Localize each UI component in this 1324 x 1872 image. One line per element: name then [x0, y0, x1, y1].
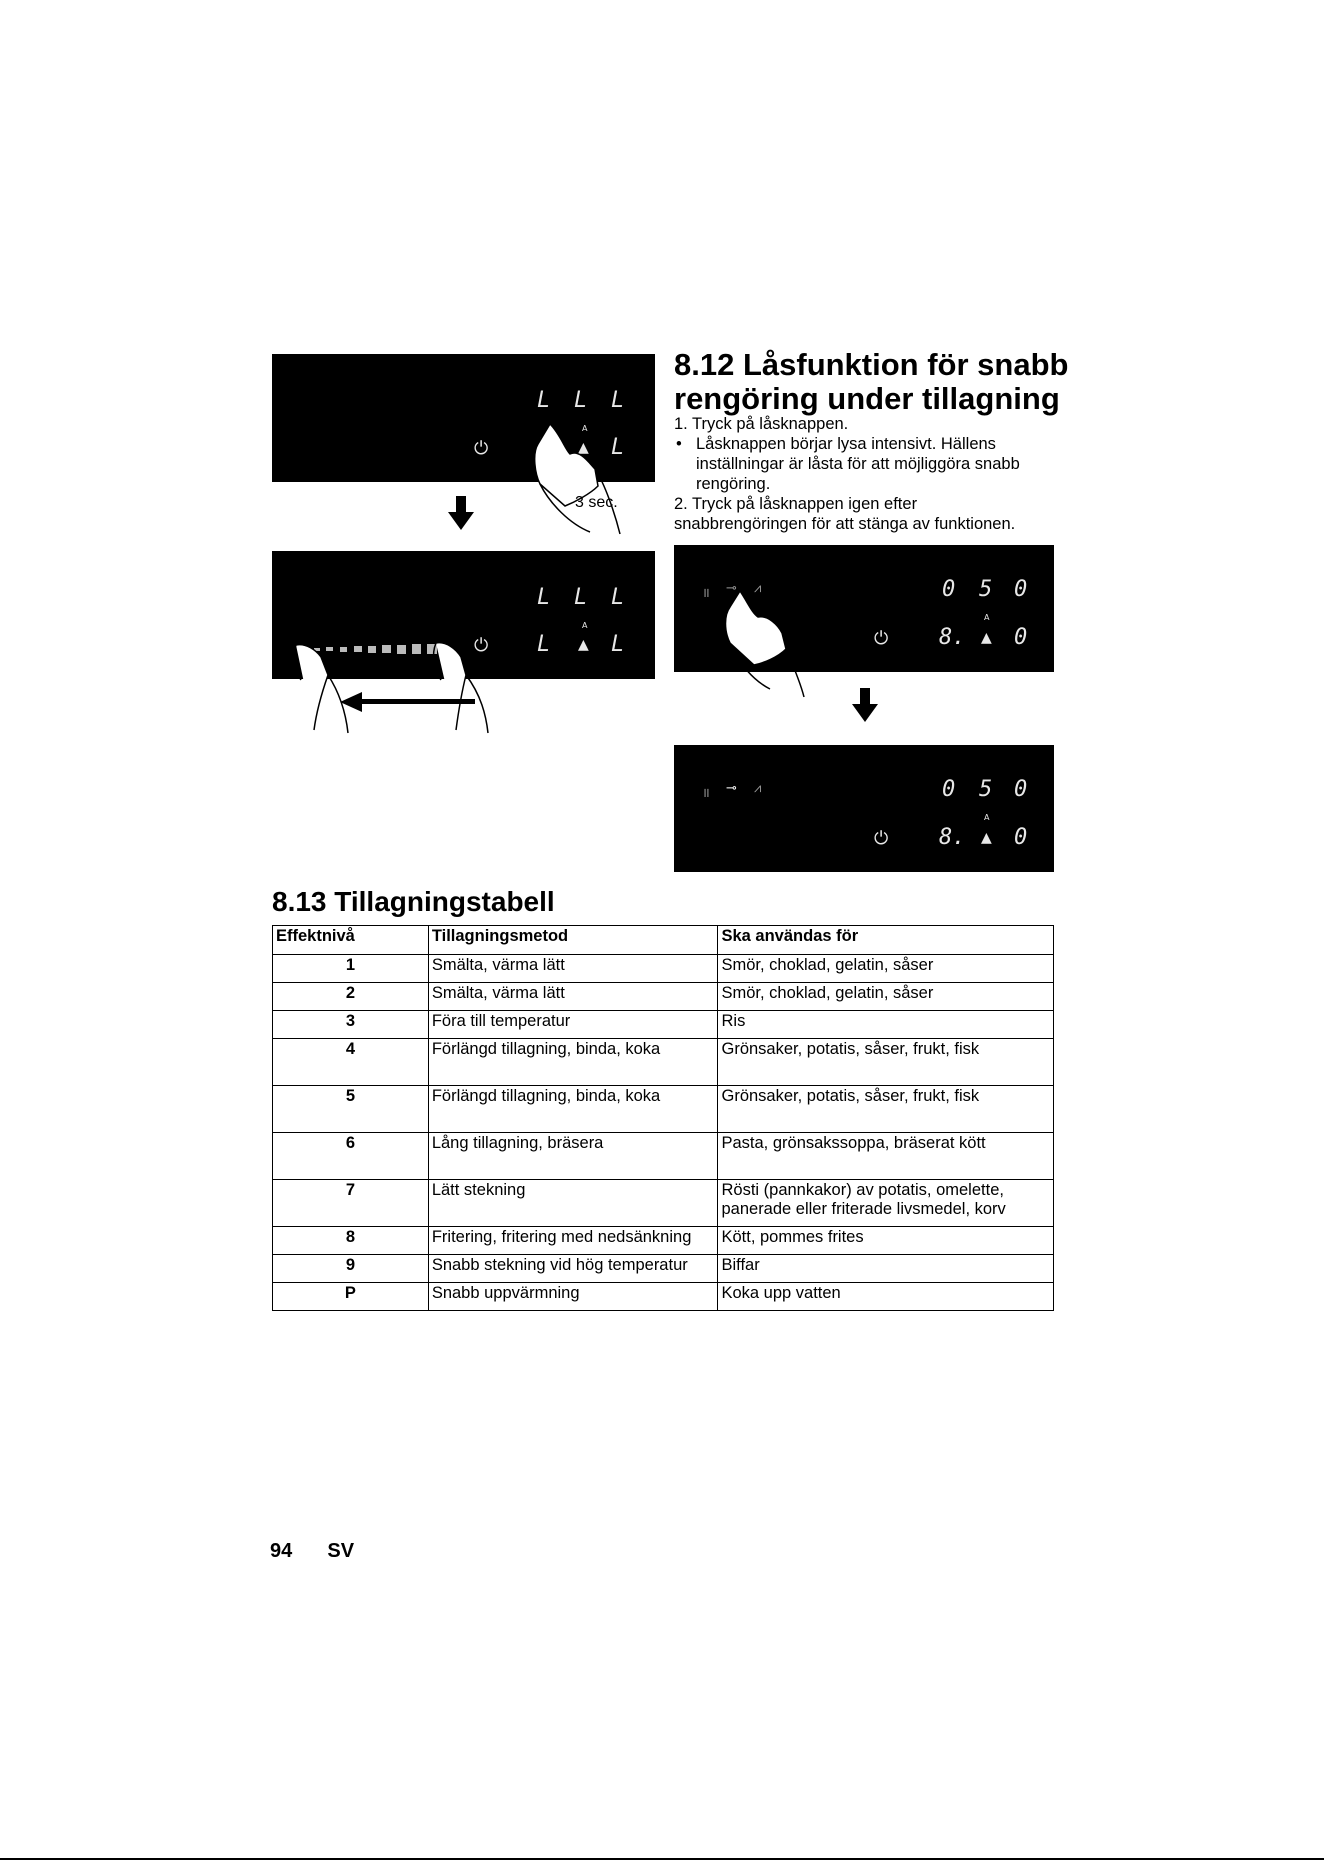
cell-use: Ris — [718, 1011, 1054, 1039]
display-zone-4: 8. — [939, 625, 966, 650]
hand-swipe-illustration — [286, 635, 526, 735]
instruction-step-2-line1: 2. Tryck på låsknappen igen efter — [674, 495, 918, 513]
display-zone-4: L — [537, 632, 551, 657]
power-icon: ⏻ — [474, 635, 489, 656]
cell-level: 9 — [273, 1255, 429, 1283]
cell-method: Förlängd tillagning, binda, koka — [428, 1039, 718, 1086]
cell-use: Grönsaker, potatis, såser, frukt, fisk — [718, 1039, 1054, 1086]
cell-use: Biffar — [718, 1255, 1054, 1283]
display-zone-1: 0 — [942, 577, 956, 602]
cell-use: Kött, pommes frites — [718, 1227, 1054, 1255]
key-lock-icon: ⊸ — [726, 581, 737, 596]
table-row — [273, 1086, 1054, 1133]
power-icon: ⏻ — [874, 628, 889, 649]
column-header-method: Tillagningsmetod — [428, 926, 718, 955]
power-icon: ⏻ — [474, 438, 489, 459]
cell-use: Koka upp vatten — [718, 1283, 1054, 1311]
cell-method: Smälta, värma lätt — [428, 955, 718, 983]
hood-icon: ▲ — [578, 637, 589, 653]
table-row — [273, 1283, 1054, 1311]
display-zone-3: L — [611, 585, 625, 610]
finger-press-illustration — [712, 585, 822, 700]
cell-method: Fritering, fritering med nedsänkning — [428, 1227, 718, 1255]
page-footer — [270, 1540, 354, 1563]
keep-warm-icon: ⩘ — [754, 781, 762, 796]
column-header-level: Effektnivå — [273, 926, 429, 955]
table-row — [273, 983, 1054, 1011]
cell-use: Smör, choklad, gelatin, såser — [718, 955, 1054, 983]
hood-icon: ▲ — [981, 630, 992, 646]
arrow-down-icon — [446, 496, 476, 532]
pause-icon: ॥ — [702, 586, 710, 601]
cell-level: 4 — [273, 1039, 429, 1086]
table-row — [273, 1133, 1054, 1180]
cell-use: Grönsaker, potatis, såser, frukt, fisk — [718, 1086, 1054, 1133]
display-zone-4: 8. — [939, 825, 966, 850]
key-lock-icon: ⊸ — [726, 781, 737, 796]
table-row — [273, 1255, 1054, 1283]
finger-press-illustration — [520, 424, 640, 554]
display-hood-indicator: A — [582, 424, 588, 433]
instruction-step-1: 1. Tryck på låsknappen. — [674, 415, 849, 433]
cell-method: Smälta, värma lätt — [428, 983, 718, 1011]
display-zone-3: L — [611, 388, 625, 413]
cell-use: Pasta, grönsakssoppa, bräserat kött — [718, 1133, 1054, 1180]
display-zone-1: L — [537, 585, 551, 610]
cell-level: 2 — [273, 983, 429, 1011]
display-hood-indicator: A — [984, 613, 990, 622]
arrow-down-icon — [850, 688, 880, 724]
display-zone-1: 0 — [942, 777, 956, 802]
section-title-8-12-line1: 8.12 Låsfunktion för snabb — [674, 347, 1069, 382]
table-row — [273, 1039, 1054, 1086]
cell-level: 8 — [273, 1227, 429, 1255]
instruction-bullet-line-1: Låsknappen börjar lysa intensivt. Hällens — [696, 435, 996, 453]
cell-level: P — [273, 1283, 429, 1311]
cooking-table — [272, 925, 1054, 1311]
section-title-8-12-line2: rengöring under tillagning — [674, 381, 1060, 416]
display-zone-5: 0 — [1014, 825, 1028, 850]
cell-level: 1 — [273, 955, 429, 983]
instruction-step-2-line2: snabbrengöringen för att stänga av funktionen. — [674, 515, 1016, 533]
display-zone-5: 0 — [1014, 625, 1028, 650]
cell-level: 6 — [273, 1133, 429, 1180]
display-zone-2: 5 — [979, 777, 993, 802]
cell-level: 3 — [273, 1011, 429, 1039]
table-row — [273, 1011, 1054, 1039]
display-hood-indicator: A — [984, 813, 990, 822]
hold-duration-label: 3 sec. — [575, 494, 618, 511]
language-code: SV — [327, 1540, 355, 1562]
bottom-rule — [0, 1858, 1324, 1860]
hood-icon: ▲ — [578, 440, 589, 456]
instruction-bullet-line-3: rengöring. — [696, 475, 771, 493]
cell-method: Lätt stekning — [428, 1180, 718, 1227]
table-row — [273, 1227, 1054, 1255]
cell-use: Rösti (pannkakor) av potatis, omelette, panerade eller friterade livsmedel, korv — [718, 1180, 1054, 1227]
display-hood-indicator: A — [582, 621, 588, 630]
display-zone-2: L — [574, 585, 588, 610]
cell-method: Lång tillagning, bräsera — [428, 1133, 718, 1180]
arrow-left-icon — [340, 690, 475, 714]
bullet-marker: • — [676, 435, 682, 453]
cell-level: 7 — [273, 1180, 429, 1227]
table-row — [273, 955, 1054, 983]
display-zone-2: 5 — [979, 577, 993, 602]
cell-method: Snabb uppvärmning — [428, 1283, 718, 1311]
page-number: 94 — [270, 1540, 293, 1562]
table-row — [273, 1180, 1054, 1227]
column-header-use: Ska användas för — [718, 926, 1054, 955]
display-zone-5: L — [611, 632, 625, 657]
table-header-row — [273, 926, 1054, 955]
cell-method: Snabb stekning vid hög temperatur — [428, 1255, 718, 1283]
display-zone-3: 0 — [1014, 577, 1028, 602]
cell-method: Förlängd tillagning, binda, koka — [428, 1086, 718, 1133]
keep-warm-icon: ⩘ — [754, 581, 762, 596]
display-zone-5: L — [611, 435, 625, 460]
instruction-bullet-line-2: inställningar är låsta för att möjliggöra snabb — [696, 455, 1020, 473]
power-icon: ⏻ — [874, 828, 889, 849]
display-zone-1: L — [537, 388, 551, 413]
pause-icon: ॥ — [702, 786, 710, 801]
display-zone-3: 0 — [1014, 777, 1028, 802]
cell-use: Smör, choklad, gelatin, såser — [718, 983, 1054, 1011]
section-title-8-13: 8.13 Tillagningstabell — [272, 886, 555, 917]
cell-method: Föra till temperatur — [428, 1011, 718, 1039]
display-zone-2: L — [574, 388, 588, 413]
hob-panel-locked-figure — [674, 745, 1054, 872]
hood-icon: ▲ — [981, 830, 992, 846]
cell-level: 5 — [273, 1086, 429, 1133]
